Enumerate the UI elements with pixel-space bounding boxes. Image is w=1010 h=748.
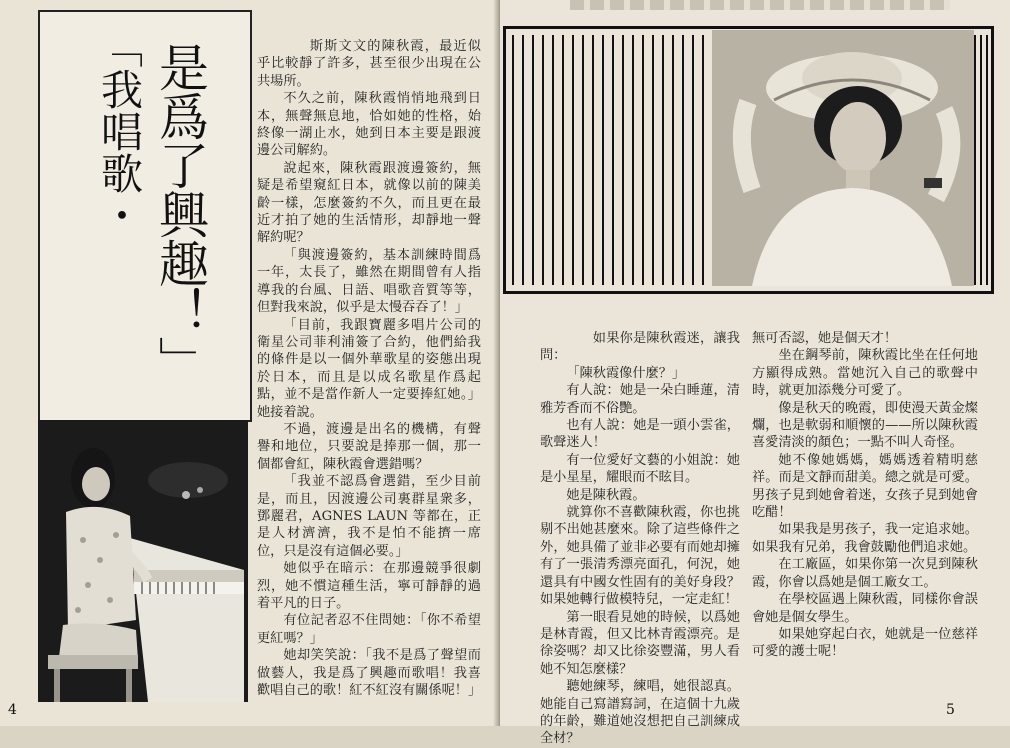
paragraph: 如果我是男孩子，我一定追求她。如果我有兄弟，我會鼓勵他們追求她。	[752, 522, 978, 555]
paragraph: 有一位愛好文藝的小姐說：她是小星星，耀眼而不眩目。	[540, 452, 740, 486]
paragraph: 有人說：她是一朵白睡蓮，清雅芳香而不俗艷。	[540, 383, 740, 416]
paragraph: 坐在鋼琴前，陳秋霞比坐在任何地方顯得成熟。當她沉入自己的歌聲中時，就更加添幾分可愛了。	[752, 348, 978, 399]
left-article-column	[257, 38, 481, 699]
paragraph: 也有人說：她是一頭小雲雀，歌聲迷人！	[540, 418, 740, 451]
title-line-2: 「我唱歌・	[95, 26, 144, 236]
paragraph: 就算你不喜歡陳秋霞，你也挑剔不出她甚麼來。除了這些條件之外，她具備了並非必要有而她却擁有了一張清秀漂亮面孔，何況，她還具有中國女性固有的美好身段？如果她轉行做模特兒，一定走紅！	[540, 505, 740, 608]
page-number-right: 5	[946, 702, 955, 718]
paragraph: 聽她練琴，練唱，她很認真。她能自己寫譜寫詞，在這個十九歲的年齡，難道她沒想把自己訓練成全材？	[540, 679, 740, 747]
paragraph: 在學校區遇上陳秋霞，同樣你會誤會她是個女學生。	[752, 592, 978, 625]
paragraph: 第一眼看見她的時候，以爲她是林青霞，但又比林青霞漂亮。是徐姿嗎？却又比徐姿豐滿，男人看她不知怎麼樣？	[540, 609, 740, 677]
title-box	[38, 10, 252, 422]
paragraph: 如果她穿起白衣，她就是一位慈祥可愛的護士呢！	[752, 626, 978, 660]
left-page	[0, 0, 500, 726]
paragraph: 有位記者忍不住問她：「你不希望更紅嗎？」	[257, 613, 481, 646]
right-article-column-2	[752, 330, 978, 661]
paragraph: 不久之前，陳秋霞悄悄地飛到日本，無聲無息地，恰如她的性格，始終像一湖止水，她到日本主要是跟渡邊公司解約。	[257, 91, 481, 159]
paragraph: 不過，渡邊是出名的機構，有聲譽和地位，只要說是捧那一個，那一個都會紅，陳秋霞會選錯嗎？	[257, 421, 481, 472]
paragraph: 「陳秋霞像什麼？」	[566, 365, 686, 381]
paragraph: 在工廠區，如果你第一次見到陳秋霞，你會以爲她是個工廠女工。	[752, 557, 978, 590]
paragraph: 像是秋天的晚霞，即使漫天黃金燦爛，也是軟弱和順懷的——所以陳秋霞喜愛清淡的顏色；一點不叫人奇怪。	[752, 400, 978, 451]
paragraph: 她似乎在暗示：在那邊競爭很劇烈，她不慣這種生活，寧可靜靜的過着平凡的日子。	[257, 561, 481, 611]
paragraph: 無可否認，她是個天才！	[752, 331, 898, 346]
paragraph: 她却笑笑說：「我不是爲了聲望而做藝人，我是爲了興趣而歌唱！我喜歡唱自己的歌！紅不紅沒有關係呢！」	[257, 648, 482, 699]
paragraph: 「與渡邊簽約，基本訓練時間爲一年，太長了，雖然在期間曾有人指導我的台風、日語、唱歌音質等等，但對我來說，似乎是太慢吞吞了！」	[257, 247, 481, 316]
paragraph: 如果你是陳秋霞迷，讓我問：	[540, 331, 740, 364]
right-article-column-1	[540, 330, 740, 748]
paragraph: 她不像她媽媽，媽媽透着精明慈祥。而是文靜而甜美。總之就是可愛。男孩子見到她會着迷，女孩子見到她會吃醋！	[752, 452, 978, 521]
vertical-stripes-decoration	[512, 35, 708, 285]
paragraph: 她是陳秋霞。	[566, 487, 646, 503]
portrait-photo-illustration	[712, 30, 974, 286]
vertical-stripes-decoration-right	[974, 35, 988, 285]
page-number-left: 4	[8, 702, 17, 718]
portrait-photo	[712, 30, 974, 286]
paragraph: 說起來，陳秋霞跟渡邊簽約，無疑是希望窺紅日本，就像以前的陳美齡一樣，怎麼簽約不久，而且更在最近才拍了她的生活情形，却靜地一聲解約呢？	[257, 160, 481, 246]
paragraph: 斯斯文文的陳秋霞，最近似乎比較靜了許多，甚至很少出現在公共場所。	[257, 39, 481, 89]
piano-photo-illustration	[38, 420, 248, 702]
paragraph: 「目前，我跟寶麗多唱片公司的衛星公司菲利浦簽了合約，他們給我的條件是以一個外華歌星的姿態出現於日本，而且是以成名歌星作爲起點，並不是當作新人一定要捧紅她。」她接着說。	[257, 317, 481, 420]
piano-photo	[38, 420, 248, 702]
paragraph: 「我並不認爲會選錯，至少目前是，而且，因渡邊公司裏群星衆多，鄧麗君，AGNES LAUN 等都在，正是人材濟濟，我不是怕不能擠一席位，只是沒有這個必要。」	[257, 474, 481, 559]
top-bleed-through	[570, 0, 950, 10]
title-line-1: 是爲了興趣！」	[151, 42, 209, 385]
